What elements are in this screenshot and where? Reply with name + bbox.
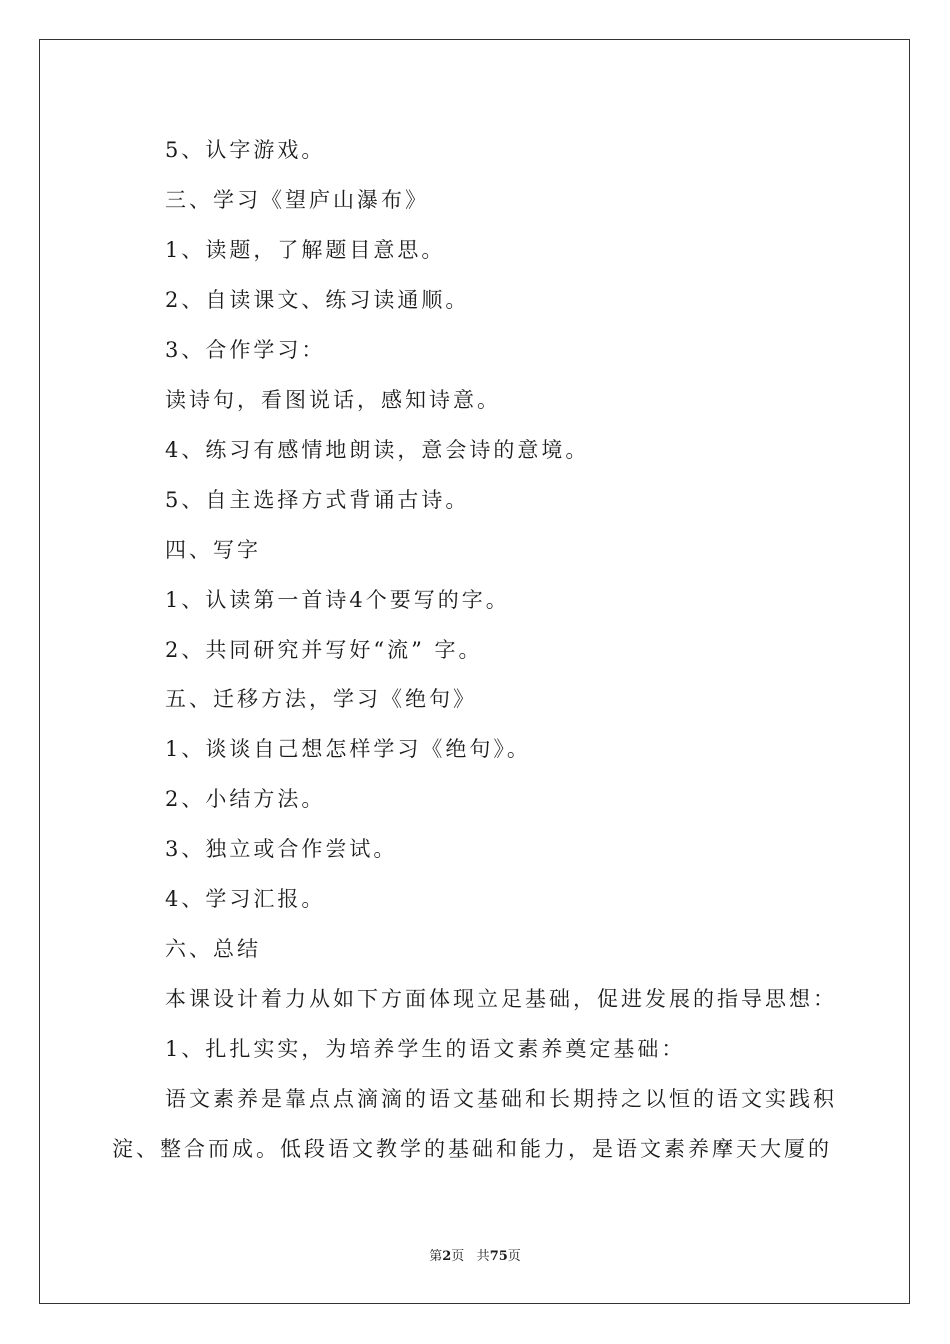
text-line: 2、共同研究并写好“流” 字。 [165, 638, 483, 662]
text-line: 1、认读第一首诗4个要写的字。 [165, 588, 510, 612]
text-line: 2、自读课文、练习读通顺。 [165, 288, 470, 312]
page-unit: 页 [451, 1249, 465, 1264]
page-footer [0, 1248, 950, 1266]
section-heading: 五、迁移方法，学习《绝句》 [165, 687, 477, 711]
text-line: 2、小结方法。 [165, 787, 326, 811]
paragraph-line: 语文素养是靠点点滴滴的语文基础和长期持之以恒的语文实践积 [165, 1087, 837, 1111]
text-line: 3、独立或合作尝试。 [165, 837, 398, 861]
total-unit: 页 [507, 1249, 521, 1264]
text-line: 本课设计着力从如下方面体现立足基础，促进发展的指导思想： [165, 987, 837, 1011]
text-line: 3、合作学习： [165, 338, 326, 362]
text-line: 1、谈谈自己想怎样学习《绝句》。 [165, 737, 531, 761]
page-prefix: 第 [429, 1249, 443, 1264]
text-line: 5、认字游戏。 [165, 138, 326, 162]
section-heading: 三、学习《望庐山瀑布》 [165, 188, 429, 212]
paragraph-line: 淀、整合而成。低段语文教学的基础和能力，是语文素养摩天大厦的 [112, 1137, 832, 1161]
text-line: 4、学习汇报。 [165, 887, 326, 911]
page-border [39, 39, 910, 1304]
text-line: 读诗句，看图说话，感知诗意。 [165, 388, 501, 412]
total-pages: 75 [489, 1249, 508, 1264]
text-line: 5、自主选择方式背诵古诗。 [165, 488, 470, 512]
text-line: 4、练习有感情地朗读，意会诗的意境。 [165, 438, 590, 462]
text-line: 1、读题，了解题目意思。 [165, 238, 446, 262]
text-line: 1、扎扎实实，为培养学生的语文素养奠定基础： [165, 1037, 686, 1061]
total-prefix: 共 [476, 1249, 490, 1264]
page-number: 2 [442, 1249, 452, 1264]
section-heading: 四、写字 [165, 538, 261, 562]
section-heading: 六、总结 [165, 937, 261, 961]
